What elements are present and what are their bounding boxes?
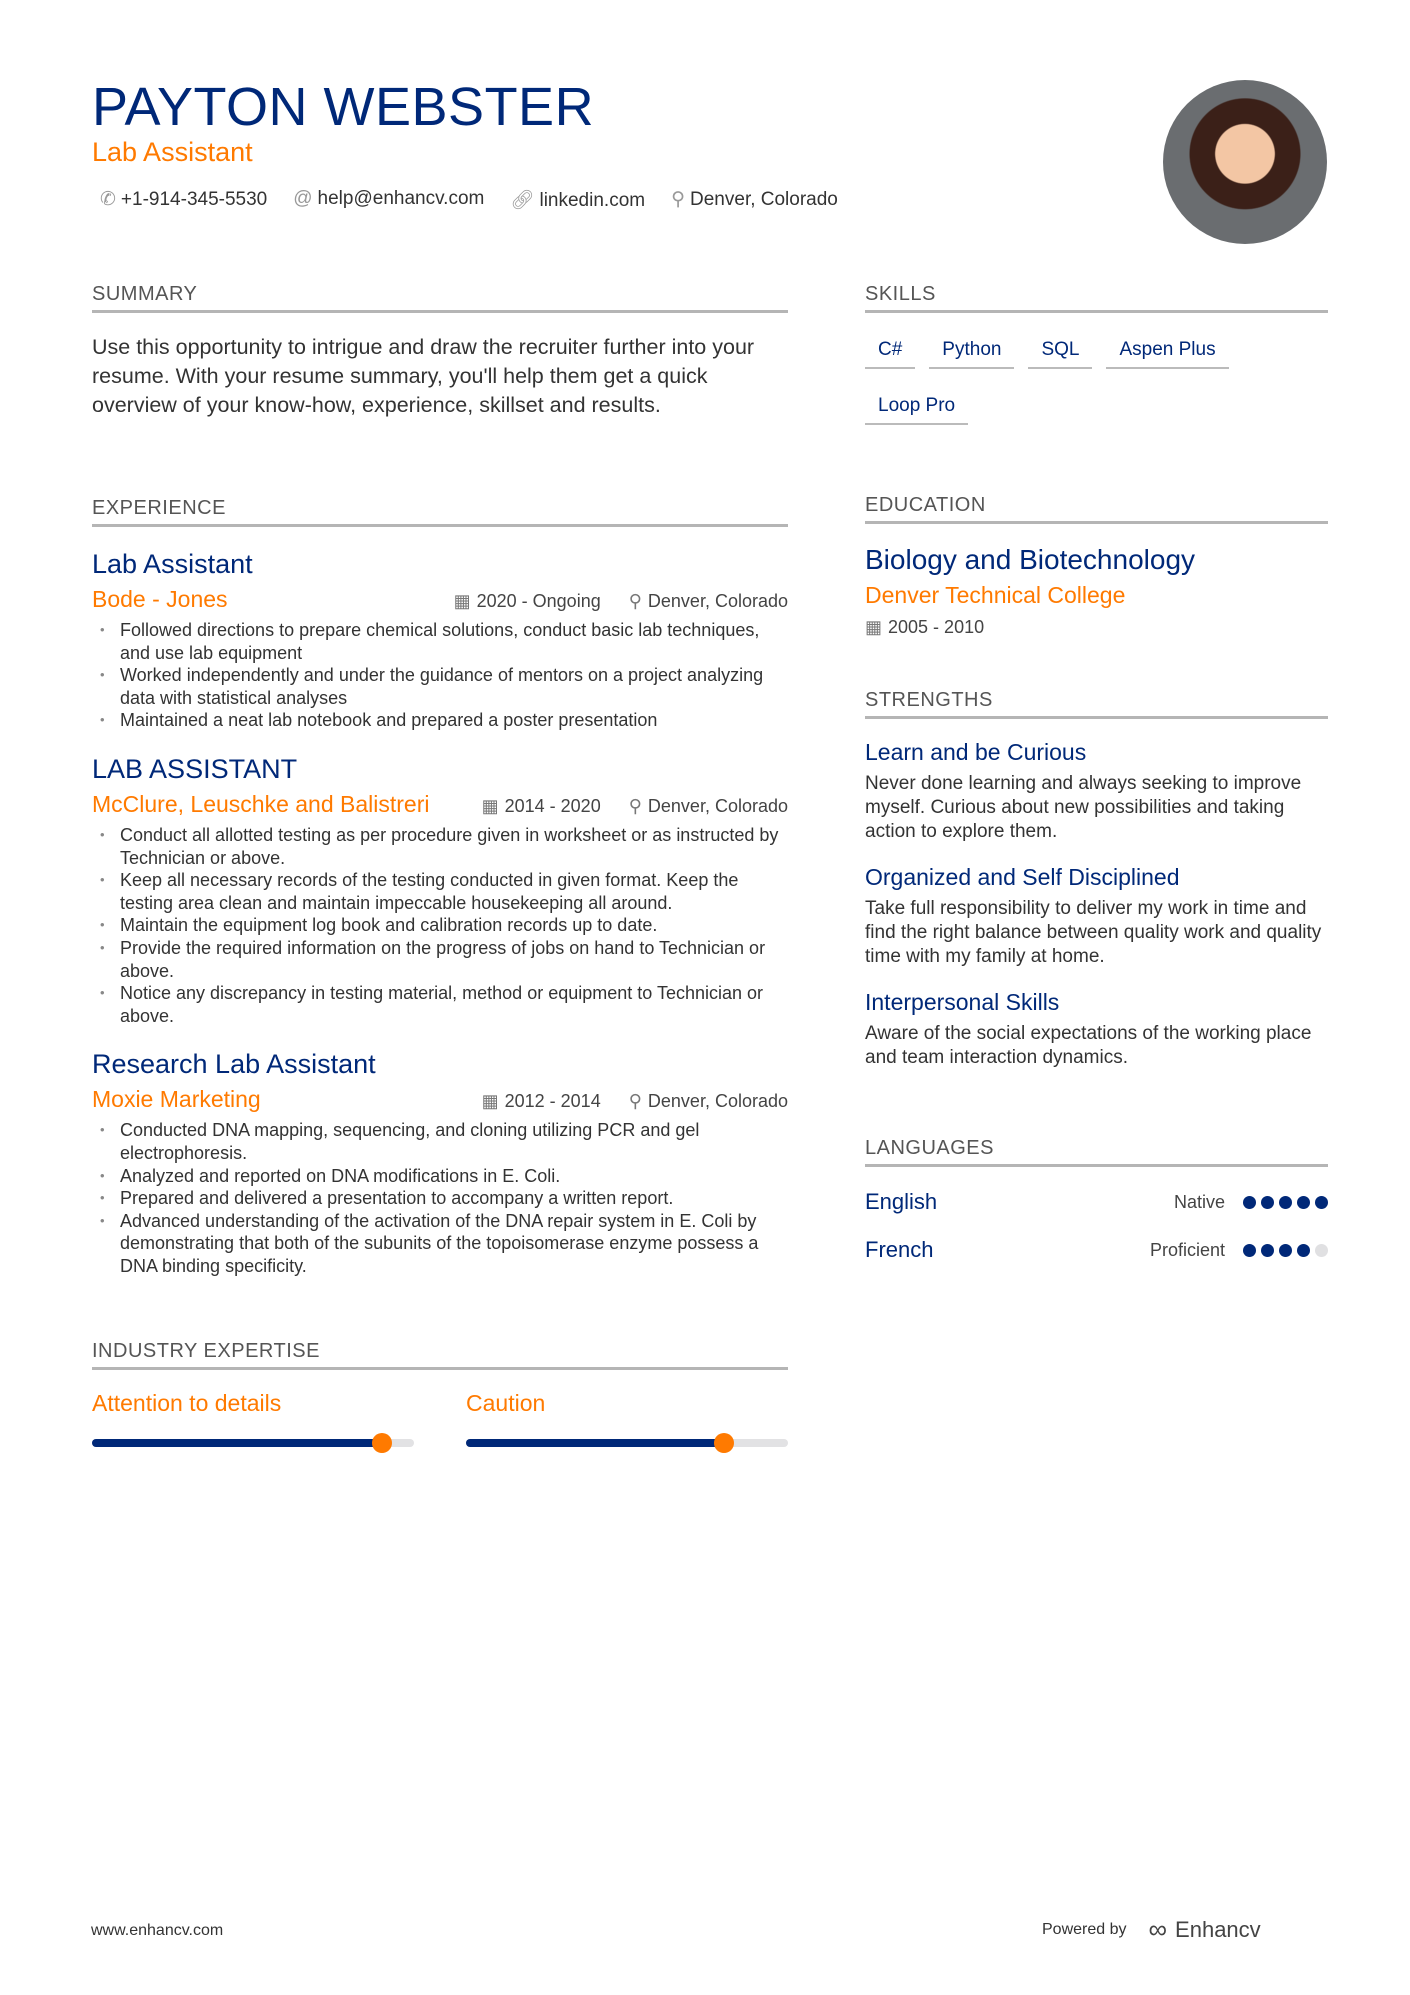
candidate-name: PAYTON WEBSTER [92,77,595,137]
strengths-section [865,689,1328,1070]
level-dot [1243,1244,1256,1257]
skills-section [865,283,1328,425]
level-dot [1261,1244,1274,1257]
job-bullet: • Conducted DNA mapping, sequencing, and cloning utilizing PCR and gel electrophoresis. [92,1119,788,1164]
job-entry [92,754,788,1027]
job-bullet: • Keep all necessary records of the testing conducted in given format. Keep the testing area clean and maintain impeccable housekeeping all around. [92,869,788,914]
skill-tag: C# [865,335,915,369]
level-dot [1261,1196,1274,1209]
skill-tag: SQL [1028,335,1092,369]
job-location [629,591,788,612]
skill-tag: Python [929,335,1014,369]
job-bullet: • Notice any discrepancy in testing material, method or equipment to Technician or above. [92,982,788,1027]
footer-brand [1042,1914,1261,1945]
job-bullet: • Followed directions to prepare chemical solutions, conduct basic lab techniques, and use lab equipment [92,619,788,664]
logo-icon: ∞ [1148,1914,1168,1944]
strength-desc: Aware of the social expectations of the working place and team interaction dynamics. [865,1023,1312,1068]
job-bullet: • Conduct all allotted testing as per procedure given in worksheet or as instructed by Technician or above. [92,824,788,869]
section-heading: INDUSTRY EXPERTISE [92,1340,788,1370]
section-heading: EDUCATION [865,494,1328,524]
language-dots [1243,1244,1328,1257]
languages-section [865,1137,1328,1263]
location-pin-icon: ⚲ [628,591,642,611]
language-name: French [865,1237,934,1262]
phone [100,188,267,212]
job-dates [454,591,601,612]
section-heading: LANGUAGES [865,1137,1328,1167]
strength-item [865,739,1328,844]
section-heading: SKILLS [865,283,1328,313]
job-bullet: • Prepared and delivered a presentation to accompany a written report. [92,1187,788,1210]
dates-text: 2012 - 2014 [504,1091,601,1112]
link-icon: 🔗︎ [510,190,535,211]
email[interactable] [293,188,484,212]
job-title: Research Lab Assistant [92,1049,376,1080]
section-heading: EXPERIENCE [92,497,788,527]
dates-text: 2014 - 2020 [504,795,601,816]
at-icon: @ [293,188,313,209]
skill-tag: Loop Pro [865,391,968,425]
expertise-fill [92,1439,382,1447]
location-text: Denver, Colorado [647,795,788,816]
expertise-knob [714,1433,734,1453]
expertise-item [466,1390,788,1447]
enhancv-logo[interactable] [1149,1914,1261,1945]
dates-text: 2020 - Ongoing [476,591,601,611]
school: Denver Technical College [865,582,1126,608]
job-bullet: • Maintain the equipment log book and calibration records up to date. [92,914,788,937]
job-bullet: • Analyzed and reported on DNA modifications in E. Coli. [92,1165,788,1188]
footer-website[interactable]: www.enhancv.com [91,1922,224,1939]
expertise-section [92,1340,788,1447]
education-section [865,494,1328,638]
job-location [629,1091,788,1112]
location [671,188,838,212]
expertise-label: Caution [466,1390,546,1416]
strength-title: Learn and be Curious [865,739,1087,765]
strength-title: Organized and Self Disciplined [865,864,1180,890]
language-item [865,1189,1328,1215]
language-dots [1243,1196,1328,1209]
job-bullet: • Worked independently and under the guidance of mentors on a project analyzing data with statistical analyses [92,664,788,709]
level-dot [1243,1196,1256,1209]
education-dates [865,617,1328,638]
dates-text: 2005 - 2010 [888,617,985,637]
contact-row [100,188,838,212]
experience-section [92,497,788,1277]
job-bullet: • Advanced understanding of the activation of the DNA repair system in E. Coli by demonstrating that both of the subunits of the topoisomerase enzyme possess a DNA binding specificity. [92,1210,788,1278]
level-dot [1279,1244,1292,1257]
level-dot [1279,1196,1292,1209]
candidate-title: Lab Assistant [92,137,253,167]
calendar-icon: ▦ [481,1091,499,1112]
job-bullets [92,1119,788,1277]
calendar-icon: ▦ [453,591,471,611]
summary-text: Use this opportunity to intrigue and draw the recruiter further into your resume. With your resume summary, you'll help them get a quick overview of your know-how, experience, skillset and results. [92,335,755,417]
strength-item [865,989,1328,1070]
job-entry [92,549,788,732]
logo-text: Enhancv [1175,1916,1261,1942]
location-pin-icon: ⚲ [628,795,642,816]
location-text: Denver, Colorado [690,189,838,210]
level-dot [1315,1196,1328,1209]
calendar-icon: ▦ [481,795,499,816]
skill-tag: Aspen Plus [1106,335,1228,369]
expertise-knob [372,1433,392,1453]
location-pin-icon: ⚲ [628,1091,642,1112]
language-level: Proficient [1149,1239,1225,1260]
job-title: LAB ASSISTANT [92,753,298,784]
job-dates [482,796,601,817]
company: McClure, Leuschke and Balistreri [92,790,430,817]
section-heading: STRENGTHS [865,689,1328,719]
job-bullets [92,824,788,1027]
link-text[interactable]: linkedin.com [539,190,646,211]
calendar-icon: ▦ [865,617,883,637]
summary-section [92,283,788,420]
level-dot [1297,1244,1310,1257]
language-name: English [865,1189,938,1214]
job-title: Lab Assistant [92,549,253,579]
job-bullets [92,619,788,732]
job-location [629,796,788,817]
expertise-fill [466,1439,724,1447]
language-item [865,1237,1328,1263]
company: Bode - Jones [92,586,228,612]
profile-photo [1163,80,1327,244]
strength-title: Interpersonal Skills [865,989,1060,1015]
email-text[interactable]: help@enhancv.com [317,188,485,209]
job-bullet: • Provide the required information on the progress of jobs on hand to Technician or above. [92,937,788,982]
degree: Biology and Biotechnology [865,544,1196,575]
expertise-label: Attention to details [92,1390,282,1416]
strength-item [865,864,1328,969]
expertise-item [92,1390,414,1447]
expertise-bar [92,1439,414,1447]
location-text: Denver, Colorado [647,591,788,611]
location-pin-icon: ⚲ [671,189,686,210]
expertise-bar [466,1439,788,1447]
strength-desc: Never done learning and always seeking to improve myself. Curious about new possibilities and taking action to explore them. [865,773,1302,842]
powered-by: Powered by [1042,1920,1127,1938]
company: Moxie Marketing [92,1086,261,1113]
phone-text: +1-914-345-5530 [120,189,268,210]
level-dot [1297,1196,1310,1209]
strength-desc: Take full responsibility to deliver my work in time and find the right balance between quality work and quality time with my family at home. [865,898,1322,967]
location-text: Denver, Colorado [647,1091,788,1112]
section-heading: SUMMARY [92,283,788,313]
job-entry [92,1049,788,1277]
level-dot [1315,1244,1328,1257]
language-level: Native [1173,1191,1225,1212]
job-bullet: • Maintained a neat lab notebook and prepared a poster presentation [92,709,788,732]
phone-icon: ✆ [100,189,116,210]
link[interactable] [510,188,645,212]
job-dates [482,1091,601,1112]
